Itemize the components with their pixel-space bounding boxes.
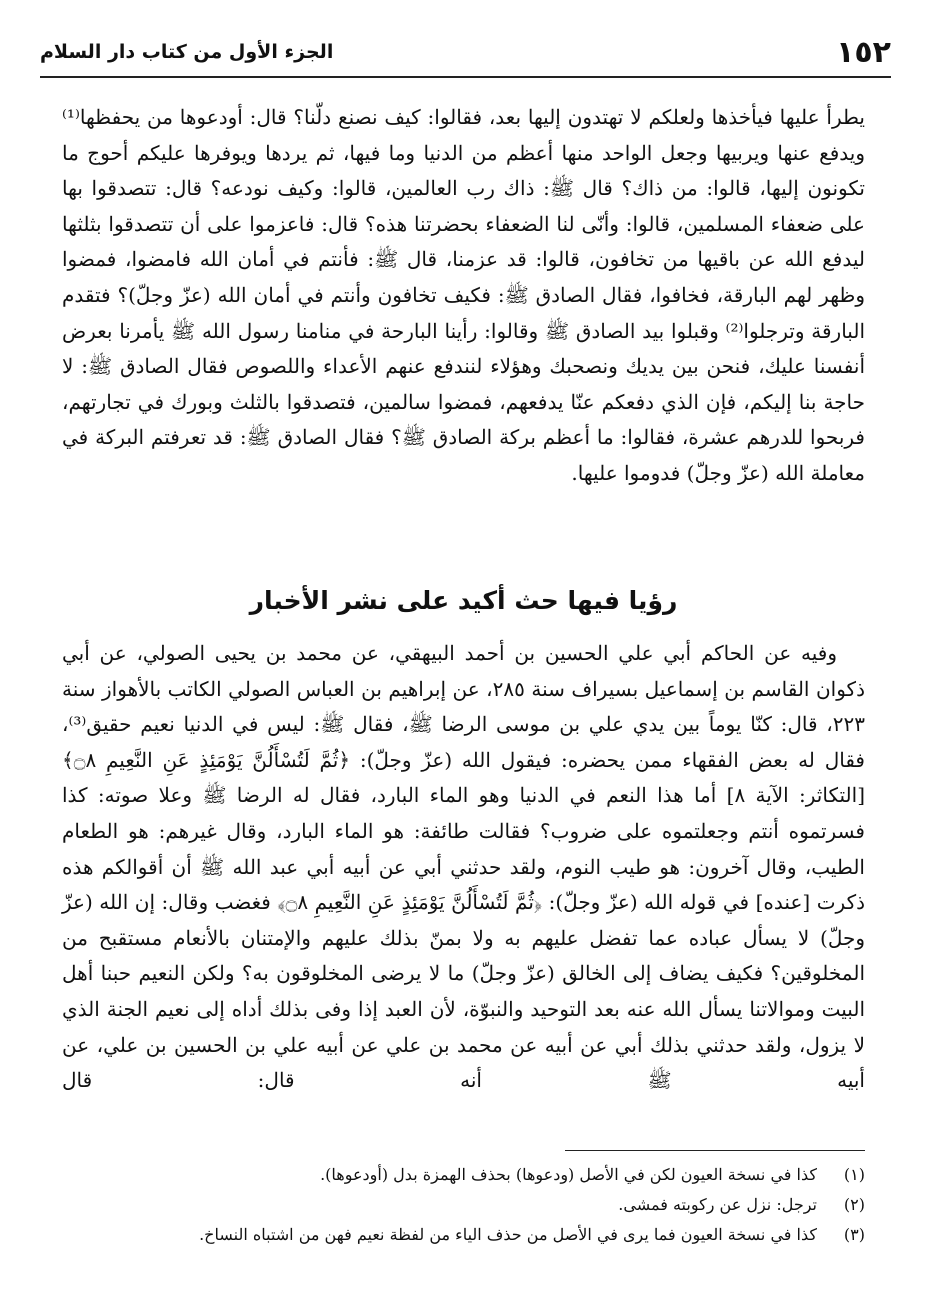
footnote-text: كذا في نسخة العيون لكن في الأصل (ودعوها) بحذف الهمزة بدل (أودعوها).: [320, 1165, 817, 1184]
footnote-number: (٢): [843, 1195, 865, 1214]
section-text-block: [62, 636, 865, 1099]
main-text-block: [62, 100, 865, 492]
footnote: [62, 1220, 865, 1250]
section-title: رؤيا فيها حث أكيد على نشر الأخبار: [249, 586, 678, 615]
footnote-number: (١): [843, 1165, 865, 1184]
paragraph-1: يطرأ عليها فيأخذها ولعلكم لا تهتدون إليها بعد، فقالوا: كيف نصنع دلّنا؟ قال: أودعوها من يحفظها⁽¹⁾ ويدفع عنها ويربيها وجعل الواحد منها أعظم من الدنيا وما فيها، ثم يردها ويوفرها عليكم أحوج ما تكونون إليها، قالوا: من ذاك؟ قال ﷺ: ذاك رب العالمين، قالوا: وكيف نودعه؟ قال: تتصدقوا بها على ضعفاء المسلمين، قالوا: وأنّى لنا الضعفاء بحضرتنا هذه؟ قال: فاعزموا على أن تتصدقوا بثلثها ليدفع الله عن باقيها من تخافون، قالوا: قد عزمنا، قال ﷺ: فأنتم في أمان الله فامضوا، فمضوا وظهر لهم البارقة، فخافوا، فقال الصادق ﷺ: فكيف تخافون وأنتم في أمان الله (عزّ وجلّ)؟ فتقدم البارقة وترجلوا⁽²⁾ وقبلوا بيد الصادق ﷺ وقالوا: رأينا البارحة في منامنا رسول الله ﷺ يأمرنا بعرض أنفسنا عليك، فنحن بين يديك ونصحبك وهؤلاء لنندفع عنهم الأعداء واللصوص فقال الصادق ﷺ: لا حاجة بنا إليكم، فإن الذي دفعكم عنّا يدفعهم، فمضوا سالمين، فتصدقوا بالثلث وبورك في تجارتهم، فربحوا للدرهم عشرة، فقالوا: ما أعظم بركة الصادق ﷺ؟ فقال الصادق ﷺ: قد تعرفتم البركة في معاملة الله (عزّ وجلّ) فدوموا عليها.: [62, 105, 866, 485]
footnote-number: (٣): [843, 1225, 865, 1244]
footnote: [62, 1190, 865, 1220]
running-head: الجزء الأول من كتاب دار السلام: [40, 41, 334, 63]
page-number: ١٥٢: [836, 34, 891, 70]
page-header: [40, 30, 891, 74]
paragraph-2: وفيه عن الحاكم أبي علي الحسين بن أحمد البيهقي، عن محمد بن يحيى الصولي، عن أبي ذكوان القاسم بن إسماعيل بسيراف سنة ٢٨٥، عن إبراهيم بن العباس الصولي الكاتب بالأهواز سنة ٢٢٣، قال: كنّا يوماً بين يدي علي بن موسى الرضا ﷺ، فقال ﷺ: ليس في الدنيا نعيم حقيق⁽³⁾، فقال له بعض الفقهاء ممن يحضره: فيقول الله (عزّ وجلّ): ﴿ثُمَّ لَتُسْأَلُنَّ يَوْمَئِذٍ عَنِ النَّعِيمِ ۝٨﴾ [التكاثر: الآية ٨] أما هذا النعم في الدنيا وهو الماء البارد، فقال له الرضا ﷺ وعلا صوته: كذا فسرتموه أنتم وجعلتموه على ضروب؟ فقالت طائفة: هو الماء البارد، وقال غيرهم: هو الطعام الطيب، وقال آخرون: هو طيب النوم، ولقد حدثني أبي عن أبيه أبي عبد الله ﷺ أن أقوالكم هذه ذكرت [عنده] في قوله الله (عزّ وجلّ): ﴿ثُمَّ لَتُسْأَلُنَّ يَوْمَئِذٍ عَنِ النَّعِيمِ ۝٨﴾ فغضب وقال: إن الله (عزّ وجلّ) لا يسأل عباده عما تفضل عليهم به ولا بمنّ بذلك عليهم والإمتنان بالأنعام مستقبح من المخلوقين؟ فكيف يضاف إلى الخالق (عزّ وجلّ) ما لا يرضى المخلوقون به؟ ولكن النعيم حبنا أهل البيت وموالاتنا يسأل الله عنه بعد التوحيد والنبوّة، لأن العبد إذا وفى بذلك أداه إلى نعيم الجنة الذي لا يزول، ولقد حدثني بذلك أبي عن أبيه عن محمد بن علي عن أبيه علي بن الحسين بن علي، عن أبيه ﷺ أنه قال: قال: [62, 641, 865, 1093]
footnote: [62, 1160, 865, 1190]
footnote-rule: [565, 1150, 865, 1151]
footnotes: [62, 1160, 865, 1250]
header-rule: [40, 76, 891, 78]
footnote-text: كذا في نسخة العيون فما يرى في الأصل من حذف الياء من لفظة نعيم فهن من اشتباه النساخ.: [199, 1225, 817, 1244]
footnote-text: ترجل: نزل عن ركوبته فمشى.: [618, 1195, 817, 1214]
